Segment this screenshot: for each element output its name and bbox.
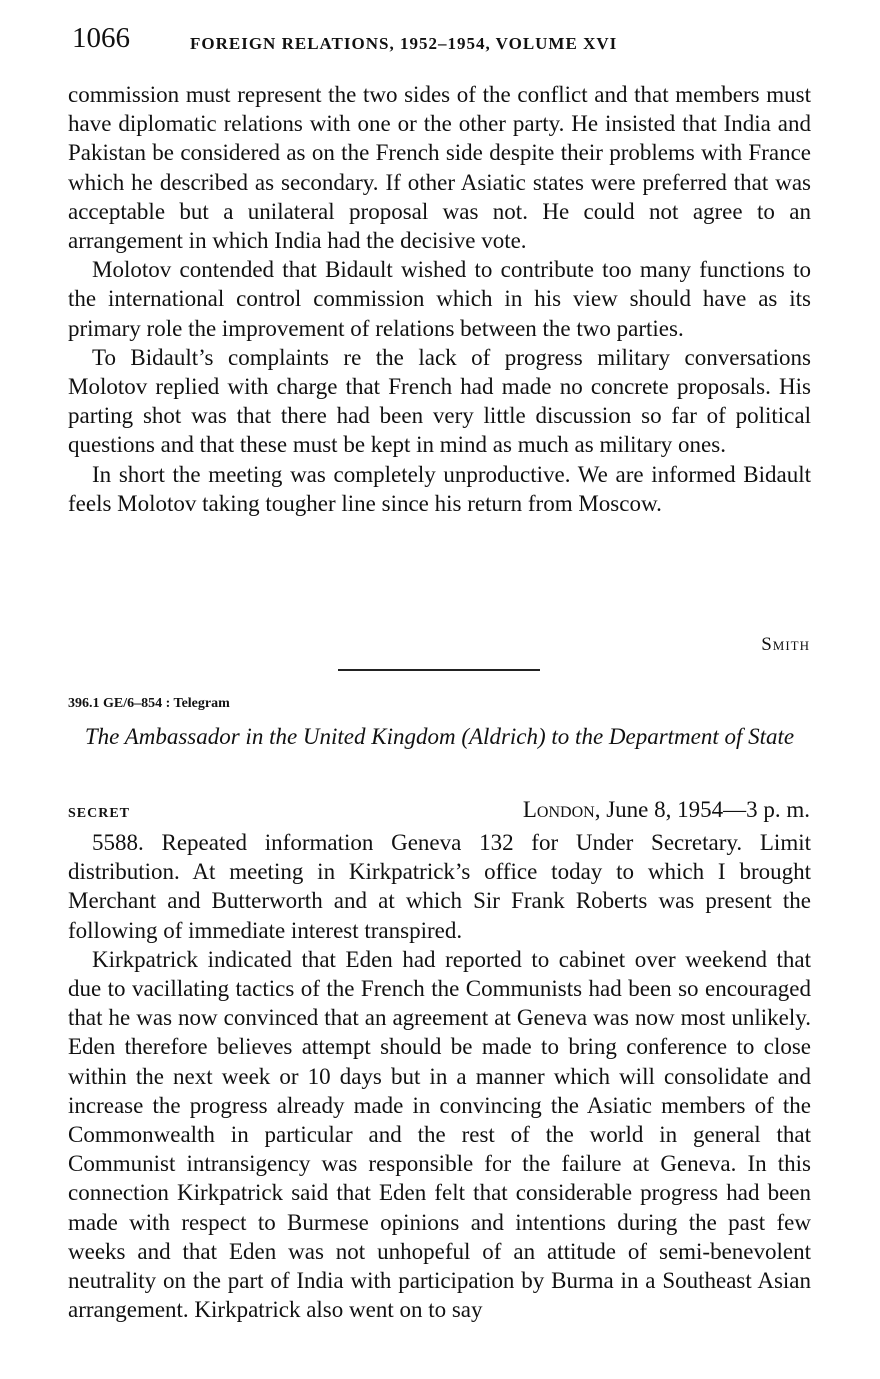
dateline-date: , June 8, 1954—3 p. m.: [594, 797, 810, 822]
page-number: 1066: [72, 22, 130, 54]
paragraph: Kirkpatrick indicated that Eden had reported to cabinet over weekend that due to vacillating tactics of the French the Communists had been so encouraged that he was now convinced that an agreement at Geneva was now most unlikely. Eden therefore believes attempt should be made to bring conference to close within the next week or 10 days but in a manner which will consolidate and increase the progress already made in convincing the Asiatic members of the Commonwealth in particular and the rest of the world in general that Communist intransigency was responsible for the failure at Geneva. In this connection Kirkpatrick said that Eden felt that considerable progress had been made with respect to Burmese opinions and intentions during the past few weeks and that Eden was not unhopeful of an attitude of semi-benevolent neutrality on the part of India with participation by Burma in a Southeast Asian arrangement. Kirkpatrick also went on to say: [68, 946, 811, 1323]
dateline: [523, 797, 810, 823]
section-divider: [338, 669, 540, 671]
page-header: [72, 22, 812, 62]
paragraph: In short the meeting was completely unproductive. We are informed Bidault feels Molotov taking tougher line since his return from Moscow.: [68, 461, 811, 516]
paragraph: 5588. Repeated information Geneva 132 for Under Secretary. Limit distribution. At meeting in Kirkpatrick’s office today to which I brought Merchant and Butterworth and at which Sir Frank Roberts was present the following of immediate interest transpired.: [68, 830, 811, 943]
paragraph: To Bidault’s complaints re the lack of progress military conversations Molotov replied with charge that French had made no concrete proposals. His parting shot was that there had been very little discussion so far of political questions and that these must be kept in mind as much as military ones.: [68, 344, 811, 458]
telegram-2-body: [68, 828, 811, 1324]
dateline-place: London: [522, 797, 595, 822]
signature: Smith: [761, 634, 810, 655]
running-title: FOREIGN RELATIONS, 1952–1954, VOLUME XVI: [190, 34, 618, 53]
paragraph: Molotov contended that Bidault wished to contribute too many functions to the international control commission which in his view should have as its primary role the improvement of relations between the two parties.: [68, 257, 811, 341]
telegram-1-body: [68, 80, 811, 518]
file-reference: 396.1 GE/6–854 : Telegram: [68, 696, 230, 711]
paragraph: commission must represent the two sides of the conflict and that members must have diplomatic relations with one or the other party. He insisted that India and Pakistan be considered as on the French side despite their problems with France which he described as secondary. If other Asiatic states were preferred that was acceptable but a unilateral proposal was not. He could not agree to an arrangement in which India had the decisive vote.: [68, 82, 811, 254]
document-title: The Ambassador in the United Kingdom (Aldrich) to the Department of State: [84, 724, 795, 749]
classification-label: SECRET: [68, 806, 131, 821]
